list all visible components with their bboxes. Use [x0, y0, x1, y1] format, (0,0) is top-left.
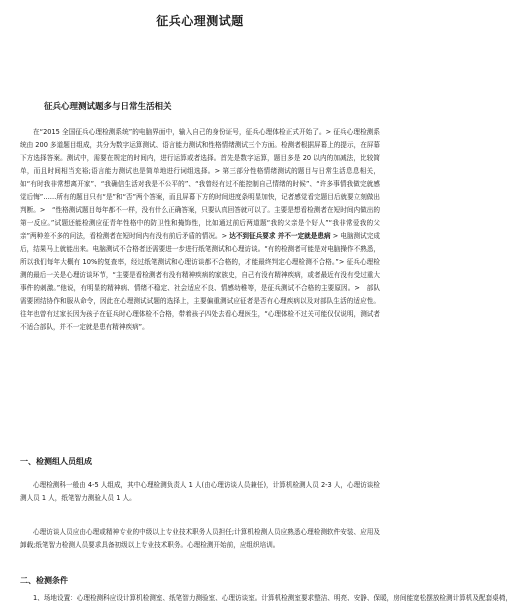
intro-paragraph-part1: 在“2015 全国征兵心理检测系统”的电脑界面中，输入自己的身份证号，征兵心理体检正式开始了。> 征兵心理检测系统由 200 多道题目组成，共分为数字运算测试、语言能力测试和性格情绪测试三个方面。检测者根据屏幕上的提示，在屏幕下方选择答案。测试中，需要在规定的时间内，进行运算或者选择。首先是数字运算，题目多是 20 以内的加减法，比较简单，而且时间相当充裕;语言能力测试也是简单地进行词组选择。> 第三部分性格情绪测试的题目与日常生活息息相关，如“有时我非常想离开家”、“我确信生活对我是不公平的”、“我曾经有过不能控制自己情绪的时候”、“许多事情我做完就感觉后悔”……所有的题目只有“是”和“否”两个答案，而且屏幕下方的时间进度条明显加快，记者感觉看完题目后就要立刻做出判断。> “性格测试题目每年都不一样，没有什么正确答案，只要认真回答就可以了。主要是想看检测者在短时间内做出的第一反应。”试题还能检测应征青年性格中的防卫性和掩饰性，比如通过前后两道题“我的父亲是个好人”“我非常爱我的父亲”两种差不多的问法，看检测者在短时间内有没有前后矛盾的情况。>	[20, 128, 380, 240]
page-title: 征兵心理测试题	[156, 14, 244, 28]
section2-paragraph1: 1、场地设置：心理检测科应设计算机检测室、纸笔智力测验室、心理访谈室。计算机检测室要求整洁、明亮、安静、保暖，房间能宽松摆放检测计算机及配套桌椅，	[33, 594, 512, 602]
section1-paragraph1: 心理检测科一般由 4-5 人组成，其中心理检测负责人 1 人(由心理访谈人员兼任)，计算机检测人员 2-3 人，心理访谈检测人员 1 人，纸笔智力测验人员 1 人。	[20, 481, 380, 502]
section2-heading: 二、检测条件	[20, 576, 68, 585]
section1-paragraph2: 心理访谈人员应由心理或精神专业的中级以上专业技术职务人员担任;计算机检测人员应熟悉心理检测软件安装、应用及卸载;纸笔智力检测人员要求具备初级以上专业技术职务。心理检测开始前，应组织培训。	[20, 528, 380, 549]
emphasis-heading: 达不到征兵要求 并不一定就是患病	[229, 232, 331, 240]
section-heading: 征兵心理测试题多与日常生活相关	[44, 102, 172, 112]
section1-heading: 一、检测组人员组成	[20, 457, 92, 466]
intro-paragraph-part2: > 电脑测试完成后，结果马上就能出来。电脑测试不合格者还需要进一步进行纸笔测试和心理访谈。“有的检测者可能是对电脑操作不熟悉，所以我们每年大概有 10%的复查率，经过纸笔测试和心理访谈都不合格的，才能最终判定心理检测不合格。”> 征兵心理检测的最后一关是心理访谈环节，“主要是看检测者有没有精神疾病的家族史，自己有没有精神疾病，或者最近有没有受过重大事件的刺激。”他说，有明显的精神病、情绪不稳定、社会适应不良、情感幼稚等，是征兵测试不合格的主要原因。> 部队需要团结协作和服从命令，因此在心理测试试题的选择上，主要偏重测试应征者是否有心理疾病以及对部队生活的适应性。往年也曾有过家长因为孩子在征兵时心理体检不合格，带着孩子四处去看心理医生，“心理体检不过关可能仅仅说明，测试者不适合部队，并不一定就是患有精神疾病”。	[20, 232, 380, 331]
intro-paragraph	[20, 126, 380, 426]
